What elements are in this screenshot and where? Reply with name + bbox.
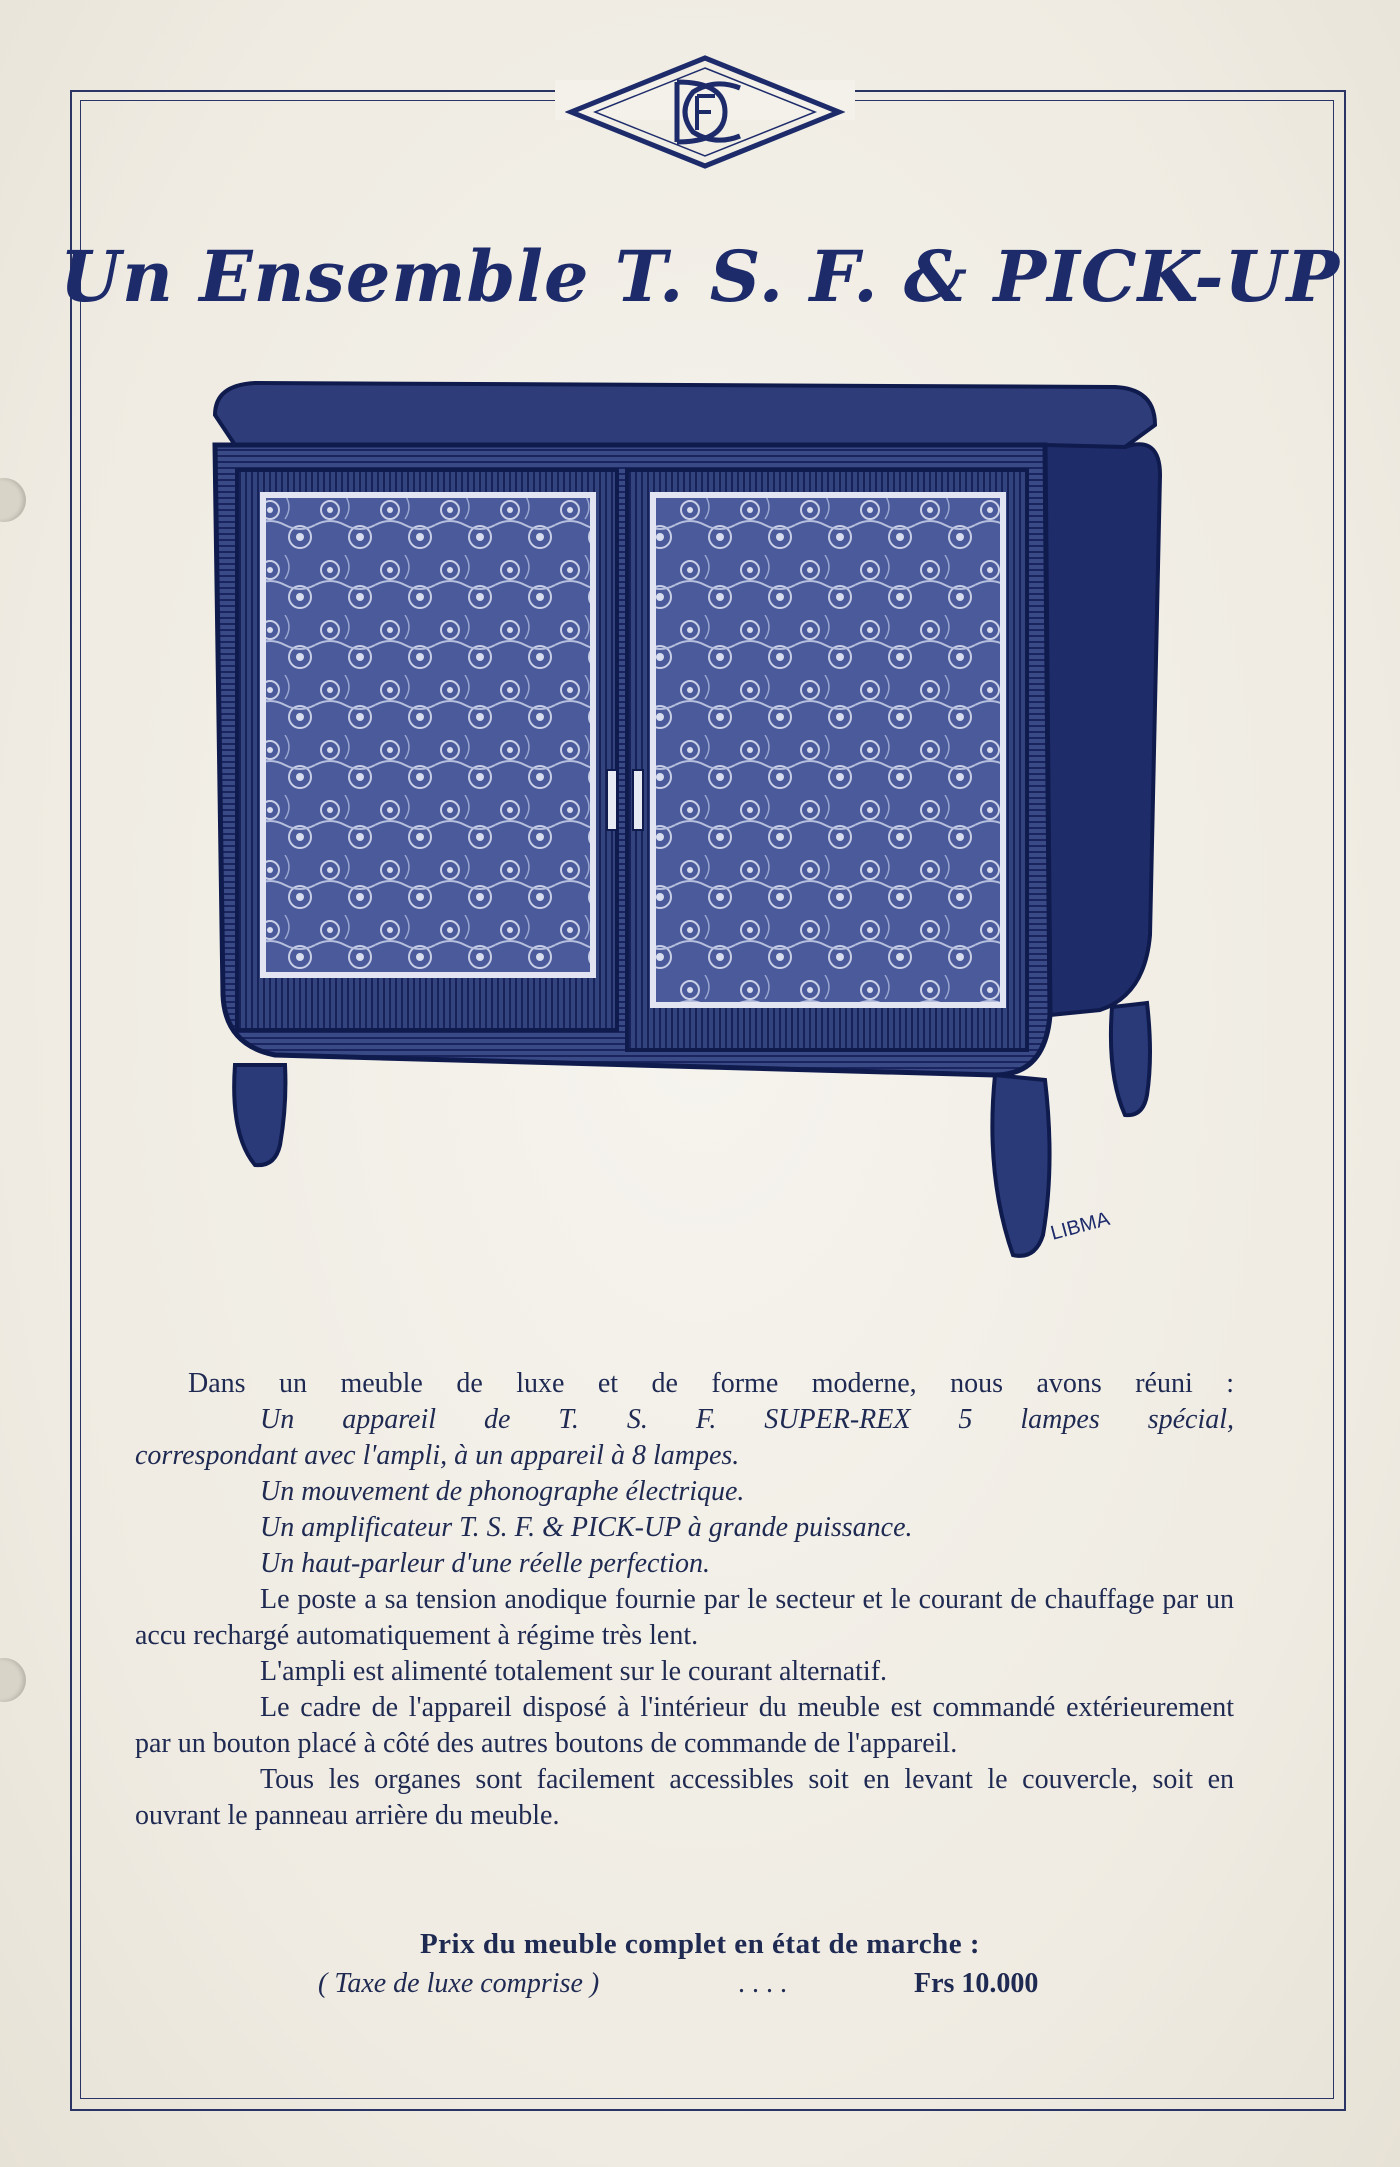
brand-logo-icon (565, 52, 845, 172)
price-line (318, 1968, 1118, 2000)
intro-line: Dans un meuble de luxe et de forme moderne, nous avons réuni : (188, 1368, 1234, 1399)
tax-note: ( Taxe de luxe comprise ) (318, 1968, 600, 1999)
item-1-line-1: Un appareil de T. S. F. SUPER-REX 5 lampes spécial, (260, 1404, 1234, 1435)
paragraph-access: Tous les organes sont facilement accessibles soit en levant le couvercle, soit en ouvrant le panneau arrière du meuble. (135, 1764, 1234, 1831)
item-1-line-2: correspondant avec l'ampli, à un appareil à 8 lampes. (135, 1440, 740, 1471)
description-text (135, 1366, 1234, 1834)
price-amount: Frs 10.000 (914, 1968, 1039, 1999)
leader-dots: . . . . (738, 1968, 787, 1999)
item-2: Un mouvement de phonographe électrique. (260, 1476, 745, 1507)
price-label: Prix du meuble complet en état de marche : (419, 1928, 981, 1960)
page-title: Un Ensemble T. S. F. & PICK-UP (59, 235, 1341, 318)
item-3: Un amplificateur T. S. F. & PICK-UP à grande puissance. (260, 1512, 913, 1543)
paragraph-frame: Le cadre de l'appareil disposé à l'intérieur du meuble est commandé extérieurement par un bouton placé à côté des autres boutons de commande de l'appareil. (135, 1692, 1234, 1759)
paragraph-ampli: L'ampli est alimenté totalement sur le courant alternatif. (260, 1656, 888, 1687)
paragraph-power: Le poste a sa tension anodique fournie par le secteur et le courant de chauffage par un accu rechargé automatiquement à régime très lent. (135, 1584, 1234, 1651)
cabinet-illustration (195, 375, 1195, 1335)
illustrator-signature: LIBMA (1048, 1207, 1113, 1245)
item-4: Un haut-parleur d'une réelle perfection. (260, 1548, 710, 1579)
